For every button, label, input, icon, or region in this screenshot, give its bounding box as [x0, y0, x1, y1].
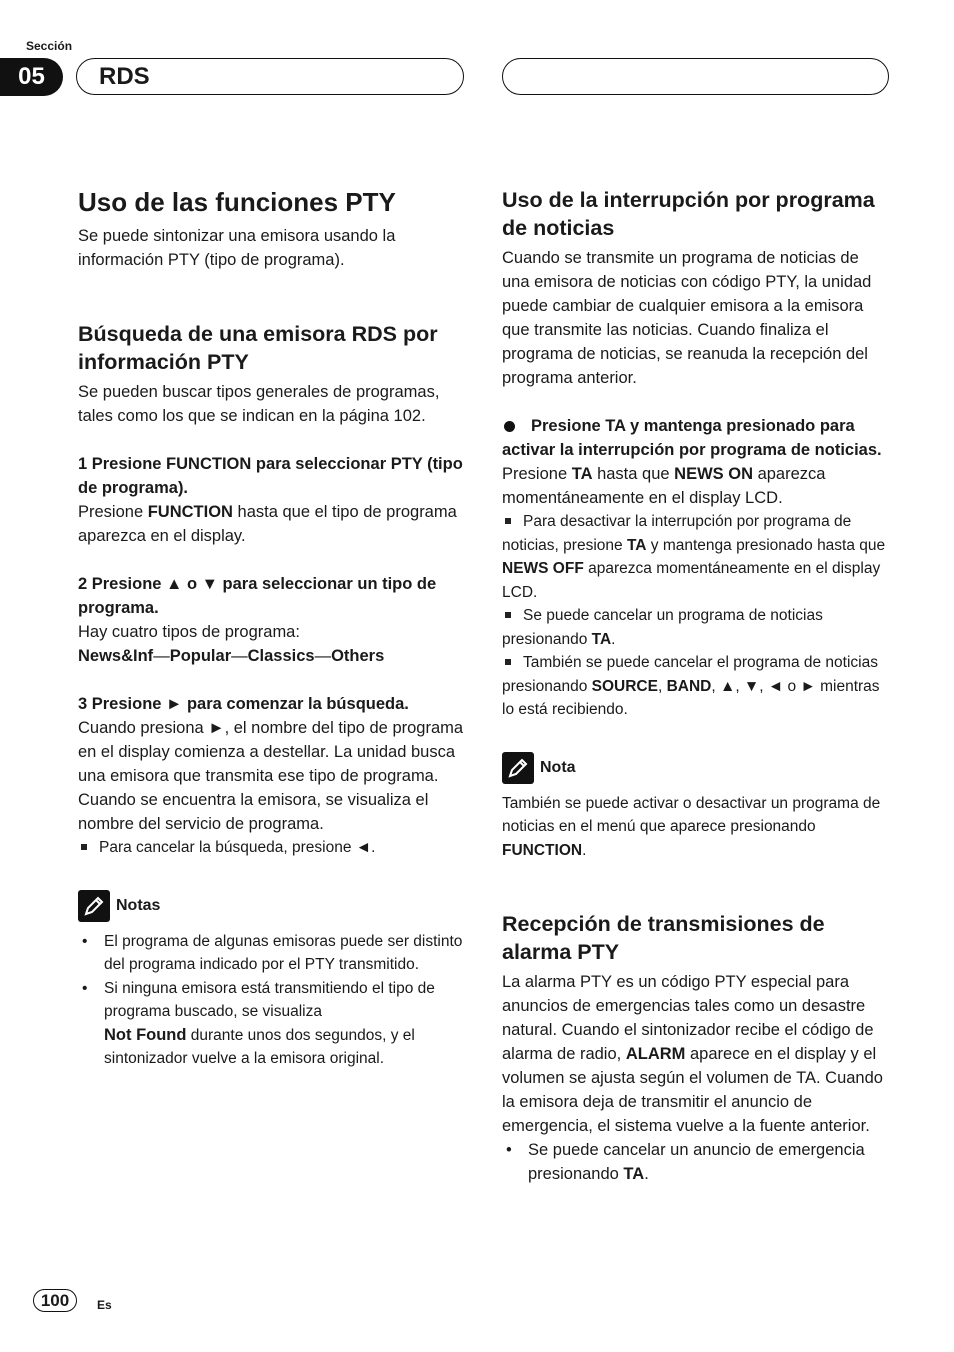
- news-bullet: También se puede cancelar el programa de noticias presionando SOURCE, BAND, ▲, ▼, ◄ o ► mientras lo está recibiendo.: [502, 654, 880, 718]
- nota-header: Nota: [502, 752, 890, 784]
- language-code: Es: [97, 1298, 112, 1312]
- news-action-body: Presione TA hasta que NEWS ON aparezca momentáneamente en el display LCD.: [502, 465, 826, 507]
- news-intro: Cuando se transmite un programa de noticias de una emisora de noticias con código PTY, la unidad puede cambiar de cualquier emisora a la emisora que transmite las noticias. Cuando finaliza el programa de noticias, se reanuda la recepción del programa anterior.: [502, 249, 872, 387]
- page-title: Uso de las funciones PTY: [78, 187, 396, 217]
- section-label: Sección: [26, 39, 73, 53]
- step2-body: Hay cuatro tipos de programa:: [78, 623, 300, 641]
- news-bullet: Se puede cancelar un programa de noticias presionando TA.: [502, 607, 823, 648]
- news-heading: Uso de la interrupción por programa de noticias: [502, 188, 875, 240]
- program-types: News&Inf—Popular—Classics—Others: [78, 647, 385, 665]
- step1-title: 1 Presione FUNCTION para seleccionar PTY (tipo de programa).: [78, 455, 463, 497]
- note-item: • Si ninguna emisora está transmitiendo el tipo de programa buscado, se visualiza Not Found durante unos dos segundos, y el sintonizador vuelve a la emisora original.: [82, 979, 435, 1067]
- pencil-icon: [502, 752, 534, 784]
- alarm-body: La alarma PTY es un código PTY especial para anuncios de emergencias tales como un desastre natural. Cuando el sintonizador recibe el código de alarma de radio, ALARM aparece en el display y el volumen se ajusta según el volumen de TA. Cuando la emisora deja de transmitir el anuncio de emergencia, el sistema vuelve a la fuente anterior.: [502, 973, 883, 1135]
- bullet-dot-icon: [504, 421, 515, 432]
- step2-title: 2 Presione ▲ o ▼ para seleccionar un tipo de programa.: [78, 575, 437, 617]
- page-number: 100: [33, 1289, 77, 1312]
- pencil-icon: [78, 890, 110, 922]
- step3-title: 3 Presione ► para comenzar la búsqueda.: [78, 695, 409, 713]
- alarm-bullet: • Se puede cancelar un anuncio de emergencia presionando TA.: [506, 1141, 865, 1183]
- empty-header-pill: [502, 58, 889, 95]
- notes-list: [78, 930, 466, 1071]
- step3-body: Cuando presiona ►, el nombre del tipo de programa en el display comienza a destellar. La unidad busca una emisora que transmita ese tipo de programa. Cuando se encuentra la emisora, se visualiza el nombre del servicio de programa.: [78, 719, 464, 833]
- note-item: • El programa de algunas emisoras puede ser distinto del programa indicado por el PTY transmitido.: [82, 932, 463, 973]
- news-action-title: Presione TA y mantenga presionado para activar la interrupción por programa de noticias.: [502, 417, 882, 459]
- nota-body: También se puede activar o desactivar un programa de noticias en el menú que aparece presionando FUNCTION.: [502, 794, 881, 859]
- intro-text: Se puede sintonizar una emisora usando la información PTY (tipo de programa).: [78, 227, 396, 269]
- search-heading: Búsqueda de una emisora RDS por información PTY: [78, 322, 438, 374]
- news-bullet: Para desactivar la interrupción por programa de noticias, presione TA y mantenga presionado hasta que NEWS OFF aparezca momentáneamente en el display LCD.: [502, 513, 886, 601]
- left-column: [78, 186, 466, 1071]
- notes-header: Notas: [78, 890, 466, 922]
- step1-body: Presione FUNCTION hasta que el tipo de programa aparezca en el display.: [78, 503, 457, 545]
- section-number-badge: 05: [0, 58, 63, 96]
- section-title: RDS: [99, 63, 150, 90]
- section-title-pill: [76, 58, 464, 95]
- right-column: [502, 186, 890, 1186]
- step3-bullet: Para cancelar la búsqueda, presione ◄.: [78, 836, 466, 860]
- alarm-heading: Recepción de transmisiones de alarma PTY: [502, 912, 825, 964]
- search-intro: Se pueden buscar tipos generales de programas, tales como los que se indican en la página 102.: [78, 383, 440, 425]
